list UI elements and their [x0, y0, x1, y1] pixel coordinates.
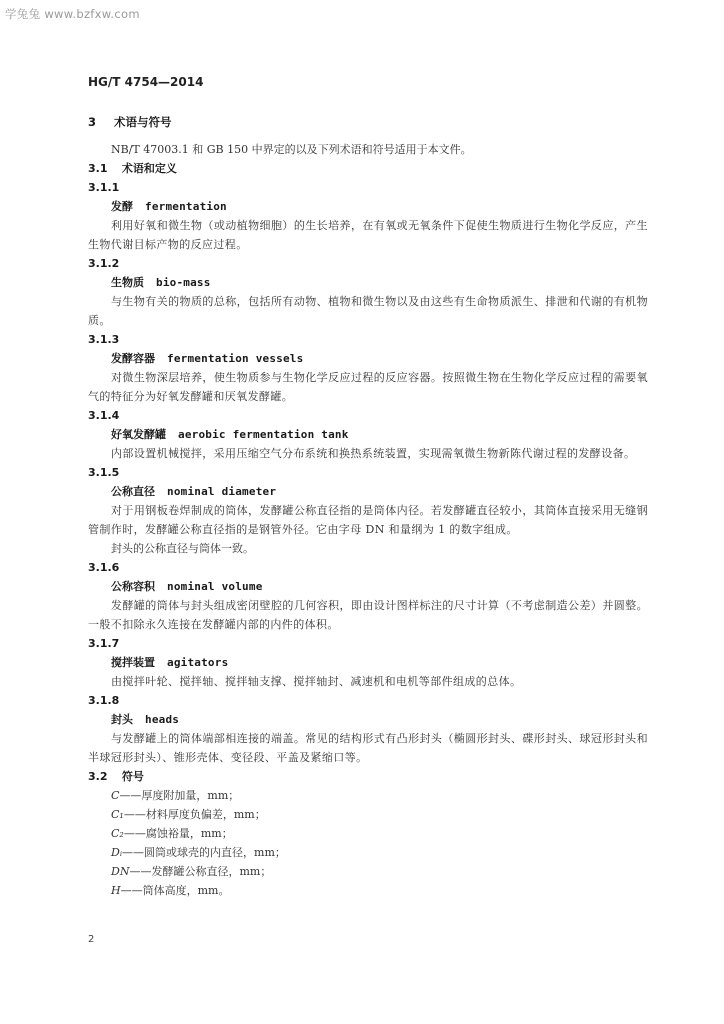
symbol-row — [88, 786, 648, 805]
term-number: 3.1.7 — [88, 637, 120, 650]
section-title: 术语与符号 — [114, 115, 172, 129]
term-definition: 与发酵罐上的筒体端部相连接的端盖。常见的结构形式有凸形封头（椭圆形封头、碟形封头、球冠形封头和半球冠形封头）、锥形壳体、变径段、平盖及紧缩口等。 — [88, 732, 648, 764]
term-definition: 对于用钢板卷焊制成的筒体，发酵罐公称直径指的是筒体内径。若发酵罐直径较小，其筒体直接采用无缝钢管制作时，发酵罐公称直径指的是钢管外径。它由字母 DN 和量纲为 1 的数字组成。 — [88, 504, 648, 536]
terms-list — [88, 178, 648, 767]
term-english: heads — [145, 713, 180, 726]
term-definition: 对微生物深层培养，使生物质参与生物化学反应过程的反应容器。按照微生物在生物化学反应过程的需要氧气的特征分为好氧发酵罐和厌氧发酵罐。 — [88, 371, 648, 403]
term-number: 3.1.6 — [88, 561, 120, 574]
term-number: 3.1.1 — [88, 181, 120, 194]
term-chinese: 好氧发酵罐 — [111, 428, 166, 441]
symbol: Dᵢ — [111, 846, 123, 859]
symbol-row — [88, 805, 648, 824]
symbols-heading-title: 符号 — [121, 770, 144, 783]
term-definition: 利用好氧和微生物（或动植物细胞）的生长培养，在有氧或无氧条件下促使生物质进行生物化学反应，产生生物代谢目标产物的反应过程。 — [88, 219, 648, 251]
term-heading — [88, 273, 648, 292]
term-english: nominal diameter — [167, 485, 277, 498]
term-definition: 由搅拌叶轮、搅拌轴、搅拌轴支撑、搅拌轴封、减速机和电机等部件组成的总体。 — [111, 675, 522, 688]
document-body — [88, 112, 648, 900]
term-number: 3.1.3 — [88, 333, 120, 346]
symbol-description: ——腐蚀裕量，mm； — [123, 827, 233, 840]
symbol-description: ——筒体高度，mm。 — [120, 884, 230, 897]
symbol-row — [88, 862, 648, 881]
symbol: C₂ — [111, 827, 124, 840]
term-heading — [88, 482, 648, 501]
term-chinese: 公称容积 — [111, 580, 155, 593]
terms-heading-number: 3.1 — [88, 162, 108, 175]
symbols-heading — [88, 767, 648, 786]
term-english: fermentation — [145, 200, 227, 213]
section-number: 3 — [88, 115, 97, 129]
symbols-list — [88, 786, 648, 900]
term-heading — [88, 710, 648, 729]
standard-code: HG/T 4754—2014 — [88, 75, 204, 89]
symbol-row — [88, 843, 648, 862]
term-chinese: 发酵 — [111, 200, 133, 213]
symbol-description: ——厚度附加量，mm； — [119, 789, 240, 802]
term-heading — [88, 653, 648, 672]
term-heading — [88, 577, 648, 596]
term-number: 3.1.4 — [88, 409, 120, 422]
symbol-description: ——圆筒或球壳的内直径，mm； — [122, 846, 286, 859]
page-number: 2 — [88, 934, 95, 945]
symbols-heading-number: 3.2 — [88, 770, 108, 783]
section-heading — [88, 112, 648, 132]
term-english: nominal volume — [167, 580, 263, 593]
term-definition: 发酵罐的筒体与封头组成密闭壁腔的几何容积，即由设计图样标注的尺寸计算（不考虑制造公差）并圆整。一般不扣除永久连接在发酵罐内部的内件的体积。 — [88, 599, 648, 631]
intro-paragraph: NB/T 47003.1 和 GB 150 中界定的以及下列术语和符号适用于本文件。 — [111, 143, 472, 156]
term-chinese: 公称直径 — [111, 485, 155, 498]
term-number: 3.1.5 — [88, 466, 120, 479]
term-chinese: 生物质 — [111, 276, 144, 289]
symbol-row — [88, 881, 648, 900]
symbol: C — [111, 789, 120, 802]
term-heading — [88, 425, 648, 444]
symbol: H — [111, 884, 121, 897]
terms-heading — [88, 159, 648, 178]
symbol-description: ——发酵罐公称直径，mm； — [129, 865, 272, 878]
term-english: bio-mass — [156, 276, 211, 289]
watermark: 学兔兔 www.bzfxw.com — [5, 7, 140, 21]
term-number: 3.1.8 — [88, 694, 120, 707]
term-definition: 与生物有关的物质的总称，包括所有动物、植物和微生物以及由这些有生命物质派生、排泄和代谢的有机物质。 — [88, 295, 648, 327]
symbol-description: ——材料厚度负偏差，mm； — [123, 808, 266, 821]
symbol-row — [88, 824, 648, 843]
term-heading — [88, 349, 648, 368]
symbol: DN — [111, 865, 130, 878]
terms-heading-title: 术语和定义 — [121, 162, 177, 175]
term-chinese: 搅拌装置 — [111, 656, 155, 669]
term-number: 3.1.2 — [88, 257, 120, 270]
term-chinese: 发酵容器 — [111, 352, 155, 365]
term-chinese: 封头 — [111, 713, 133, 726]
term-english: aerobic fermentation tank — [178, 428, 349, 441]
term-definition: 内部设置机械搅拌，采用压缩空气分布系统和换热系统装置，实现需氧微生物新陈代谢过程的发酵设备。 — [111, 447, 636, 460]
term-note: 封头的公称直径与筒体一致。 — [111, 542, 254, 555]
term-heading — [88, 197, 648, 216]
term-english: agitators — [167, 656, 229, 669]
symbol: C₁ — [111, 808, 124, 821]
term-english: fermentation vessels — [167, 352, 304, 365]
